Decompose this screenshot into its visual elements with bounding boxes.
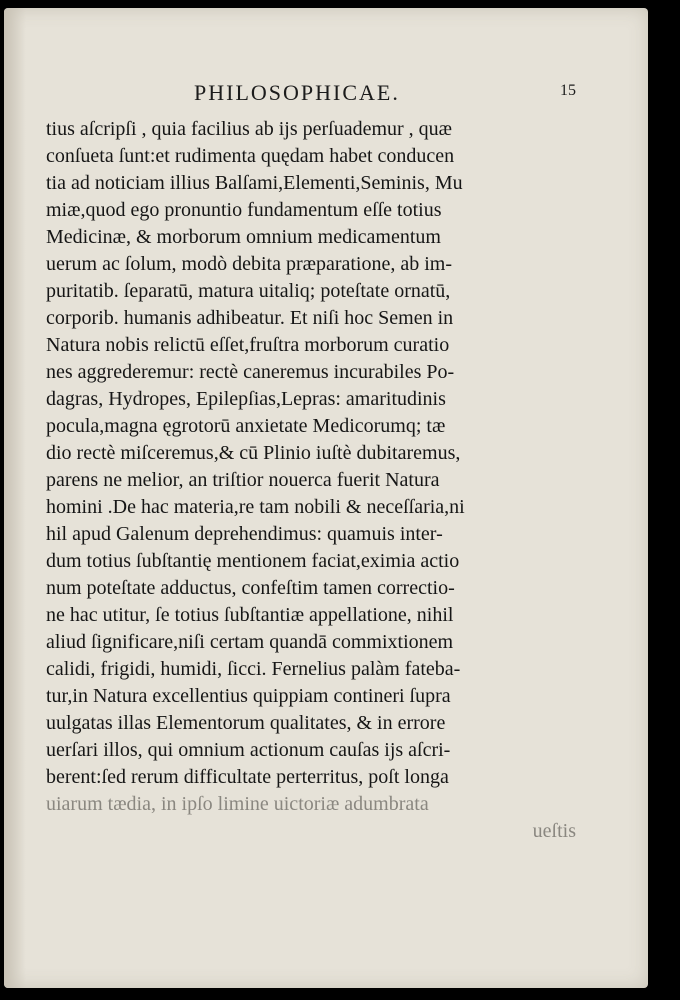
text-line: uulgatas illas Elementorum qualitates, & in errore <box>46 712 446 734</box>
text-line: pocula,magna ęgrotorū anxietate Medicorumq; tæ <box>46 415 446 437</box>
text-line: nes aggrederemur: rectè caneremus incurabiles Po- <box>46 361 455 383</box>
text-line: Medicinæ, & morborum omnium medicamentum <box>46 226 441 248</box>
text-line: Natura nobis relictū eſſet,fruſtra morborum curatio <box>46 334 450 356</box>
text-line: puritatib. ſeparatū, matura uitaliq; poteſtate ornatū, <box>46 280 451 302</box>
text-line: uerſari illos, qui omnium actionum cauſas ijs aſcri- <box>46 739 451 761</box>
text-line: dagras, Hydropes, Epilepſias,Lepras: amaritudinis <box>46 388 446 410</box>
scan-border <box>648 0 680 1000</box>
text-line: uerum ac ſolum, modò debita præparatione, ab im- <box>46 253 452 275</box>
body-text <box>46 116 576 845</box>
text-line: uiarum tædia, in ipſo limine uictoriæ adumbrata <box>46 793 429 815</box>
text-line: dum totius ſubſtantię mentionem faciat,eximia actio <box>46 550 460 572</box>
text-line: ne hac utitur, ſe totius ſubſtantiæ appellatione, nihil <box>46 604 454 626</box>
text-line: parens ne melior, an triſtior nouerca fuerit Natura <box>46 469 440 491</box>
text-line: dio rectè miſceremus,& cū Plinio iuſtè dubitaremus, <box>46 442 461 464</box>
text-line: conſueta ſunt:et rudimenta quędam habet conducen <box>46 145 455 167</box>
text-line: hil apud Galenum deprehendimus: quamuis inter- <box>46 523 443 545</box>
text-line: aliud ſignificare,niſi certam quandā commixtionem <box>46 631 454 653</box>
text-line: miæ,quod ego pronuntio fundamentum eſſe totius <box>46 199 442 221</box>
page-number: 15 <box>560 82 576 99</box>
text-line: tia ad noticiam illius Balſami,Elementi,Seminis, Mu <box>46 172 463 194</box>
book-page <box>4 8 648 988</box>
running-title: PHILOSOPHICAE. <box>194 80 400 105</box>
text-line: calidi, frigidi, humidi, ſicci. Fernelius palàm fateba- <box>46 658 461 680</box>
text-line: tius aſcripſi , quia facilius ab ijs perſuademur , quæ <box>46 118 453 140</box>
text-line: num poteſtate adductus, confeſtim tamen correctio- <box>46 577 455 599</box>
page-header <box>46 80 586 114</box>
text-line: homini .De hac materia,re tam nobili & neceſſaria,ni <box>46 496 465 518</box>
text-line: tur,in Natura excellentius quippiam contineri ſupra <box>46 685 451 707</box>
page-gutter-shadow <box>4 8 26 988</box>
text-line: berent:ſed rerum difficultate perterritus, poſt longa <box>46 766 449 788</box>
text-line: corporib. humanis adhibeatur. Et niſi hoc Semen in <box>46 307 454 329</box>
catchword: ueſtis <box>532 820 576 842</box>
